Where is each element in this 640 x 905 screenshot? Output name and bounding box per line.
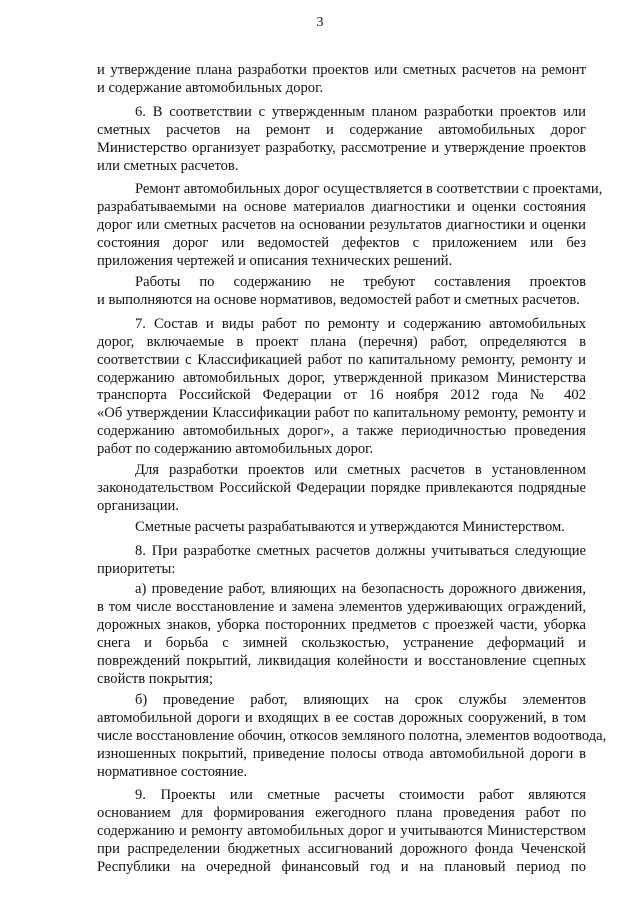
text-line: содержанию автомобильных дорог, утвержденной приказом Министерства <box>97 369 586 386</box>
text-line: числе восстановление обочин, откосов земляного полотна, элементов водоотвода, <box>97 727 607 744</box>
text-line: разрабатываемыми на основе материалов диагностики и оценки состояния <box>97 199 586 216</box>
text-line: снега и борьба с зимней скользкостью, устранение деформаций и <box>97 635 586 652</box>
text-line: сметных расчетов на ремонт и содержание автомобильных дорог <box>97 121 586 138</box>
text-line: повреждений покрытий, ликвидация колейности и восстановление сцепных <box>97 653 586 670</box>
text-line: и выполняются на основе нормативов, ведомостей работ и сметных расчетов. <box>97 291 580 308</box>
text-line: Ремонт автомобильных дорог осуществляется в соответствии с проектами, <box>135 181 603 198</box>
text-line: «Об утверждении Классификации работ по капитальному ремонту, ремонту и <box>97 405 586 422</box>
text-line: нормативное состояние. <box>97 763 248 780</box>
paragraph-repair <box>97 181 603 271</box>
paragraph-item-9 <box>97 787 586 877</box>
paragraph-subitem-b <box>97 691 607 782</box>
text-line: автомобильной дороги и входящих в ее состав дорожных сооружений, в том <box>97 709 586 726</box>
page-number: 3 <box>316 15 324 30</box>
text-line: свойств покрытия; <box>97 671 214 687</box>
text-line: и содержание автомобильных дорог. <box>97 79 324 96</box>
text-line: Сметные расчеты разрабатываются и утверждаются Министерством. <box>135 518 565 535</box>
text-line: соответствии с Классификацией работ по капитальному ремонту, ремонту и <box>97 351 586 368</box>
text-line: изношенных покрытий, приведение полосы отвода автомобильной дороги в <box>97 745 586 762</box>
text-line: 7. Состав и виды работ по ремонту и содержанию автомобильных <box>135 315 586 332</box>
text-line: Министерство организует разработку, рассмотрение и утверждение проектов <box>97 139 586 156</box>
text-line: Республики на очередной финансовый год и на плановый период по <box>97 859 586 876</box>
text-line: содержанию автомобильных дорог», а также периодичностью проведения <box>97 423 586 440</box>
paragraph-contractors <box>97 462 586 516</box>
text-line: приоритеты: <box>97 560 176 577</box>
text-line: дорог, включаемые в проект плана (перечня) работ, определяются в <box>97 333 586 350</box>
paragraph-estimates <box>97 519 586 537</box>
text-line: транспорта Российской Федерации от 16 ноября 2012 года № 402 <box>97 387 586 404</box>
text-line: 8. При разработке сметных расчетов должны учитываться следующие <box>135 542 586 559</box>
text-line: или сметных расчетов. <box>97 157 239 174</box>
text-line: организации. <box>97 497 179 514</box>
text-line: работ по содержанию автомобильных дорог. <box>97 441 374 458</box>
paragraph-item-7 <box>97 316 586 459</box>
paragraph-item-6 <box>97 104 586 176</box>
text-line: основанием для формирования ежегодного плана проведения работ по <box>97 805 586 822</box>
text-line: содержанию и ремонту автомобильных дорог и учитываются Министерством <box>97 823 586 840</box>
text-line: 6. В соответствии с утвержденным планом разработки проектов или <box>135 103 586 120</box>
text-line: 9. Проекты или сметные расчеты стоимости работ являются <box>135 787 586 804</box>
text-line: состояния дорог или ведомостей дефектов с приложением или без <box>97 235 586 252</box>
text-line: дорожных знаков, уборка посторонних предметов с проезжей части, уборка <box>97 617 586 634</box>
text-line: б) проведение работ, влияющих на срок службы элементов <box>135 691 586 708</box>
text-line: Для разработки проектов или сметных расчетов в установленном <box>135 462 586 479</box>
paragraph-continuation <box>97 62 586 98</box>
paragraph-item-8 <box>97 543 586 579</box>
text-line: Работы по содержанию не требуют составления проектов <box>135 273 586 290</box>
text-line: дорог или сметных расчетов на основании результатов диагностики и оценки <box>97 217 586 234</box>
paragraph-subitem-a <box>97 581 586 688</box>
document-body <box>97 62 607 877</box>
text-line: а) проведение работ, влияющих на безопасность дорожного движения, <box>135 581 586 598</box>
text-line: при распределении бюджетных ассигнований дорожного фонда Чеченской <box>97 841 586 858</box>
text-line: приложения чертежей и описания технических решений. <box>97 253 453 270</box>
text-line: законодательством Российской Федерации порядке привлекаются подрядные <box>97 479 586 496</box>
text-line: и утверждение плана разработки проектов или сметных расчетов на ремонт <box>97 62 586 78</box>
paragraph-maintenance <box>97 274 586 310</box>
text-line: в том числе восстановление и замена элементов удерживающих ограждений, <box>97 599 586 616</box>
